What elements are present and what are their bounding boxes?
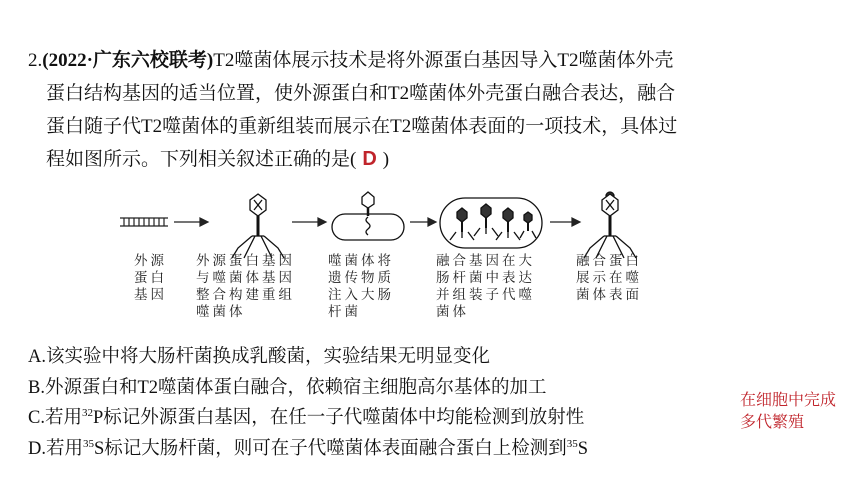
option-c: [28, 403, 588, 434]
option-d-text: S标记大肠杆菌，则可在子代噬菌体表面融合蛋白上检测到: [94, 438, 567, 459]
option-d-isotope-1: 35: [83, 437, 94, 450]
question-line-2: 蛋白结构基因的适当位置，使外源蛋白和T2噬菌体外壳蛋白融合表达，融合: [46, 83, 676, 104]
diagram-label-4: 融合基因在大 肠杆菌中表达 并组装子代噬 菌体: [436, 253, 535, 319]
option-d: [28, 434, 588, 465]
question-source: (2022·广东六校联考): [42, 50, 214, 71]
process-diagram-graphic: [110, 190, 670, 260]
answer-options: [28, 342, 588, 464]
question-line-1: T2噬菌体展示技术是将外源蛋白基因导入T2噬菌体外壳: [213, 50, 674, 71]
option-d-prefix: D.若用: [28, 438, 83, 459]
recombinant-phage: [232, 194, 284, 258]
bacterium-progeny: [440, 198, 542, 248]
option-d-suffix: S: [577, 438, 589, 459]
question-line-4-text: 程如图所示。下列相关叙述正确的是(: [46, 149, 357, 170]
option-c-text: P标记外源蛋白基因，在任一子代噬菌体中均能检测到放射性: [92, 408, 585, 428]
question-close-paren: ): [382, 149, 390, 170]
diagram-label-3: 噬菌体将 遗传物质 注入大肠 杆菌: [328, 253, 394, 319]
option-c-prefix: C.若用: [28, 408, 82, 428]
diagram-label-1: 外源 蛋白 基因: [134, 253, 167, 302]
question-line-3: 蛋白随子代T2噬菌体的重新组装而展示在T2噬菌体表面的一项技术，具体过: [46, 116, 678, 137]
arrow-3: [410, 218, 436, 226]
arrow-2: [292, 218, 326, 226]
question-line-4: [28, 143, 840, 176]
bacterium-injection: [332, 192, 404, 240]
arrow-1: [174, 218, 208, 226]
arrow-4: [550, 218, 580, 226]
question-stem: [28, 44, 840, 176]
process-diagram: [110, 190, 670, 340]
annotation-note: 在细胞中完成多代繁殖: [740, 392, 837, 431]
question-number: 2.: [28, 50, 43, 71]
option-d-isotope-2: 35: [566, 437, 578, 450]
display-phage: [584, 192, 636, 258]
option-b: B.外源蛋白和T2噬菌体蛋白融合，依赖宿主细胞高尔基体的加工: [28, 377, 547, 398]
gene-fragment: [120, 218, 168, 226]
option-c-isotope: 32: [81, 406, 93, 419]
option-a: A.该实验中将大肠杆菌换成乳酸菌，实验结果无明显变化: [28, 347, 490, 367]
answer-letter: D: [362, 148, 377, 170]
diagram-label-5: 融合蛋白 展示在噬 菌体表面: [576, 253, 642, 302]
diagram-label-2: 外源蛋白基因 与噬菌体基因 整合构建重组 噬菌体: [196, 253, 295, 319]
